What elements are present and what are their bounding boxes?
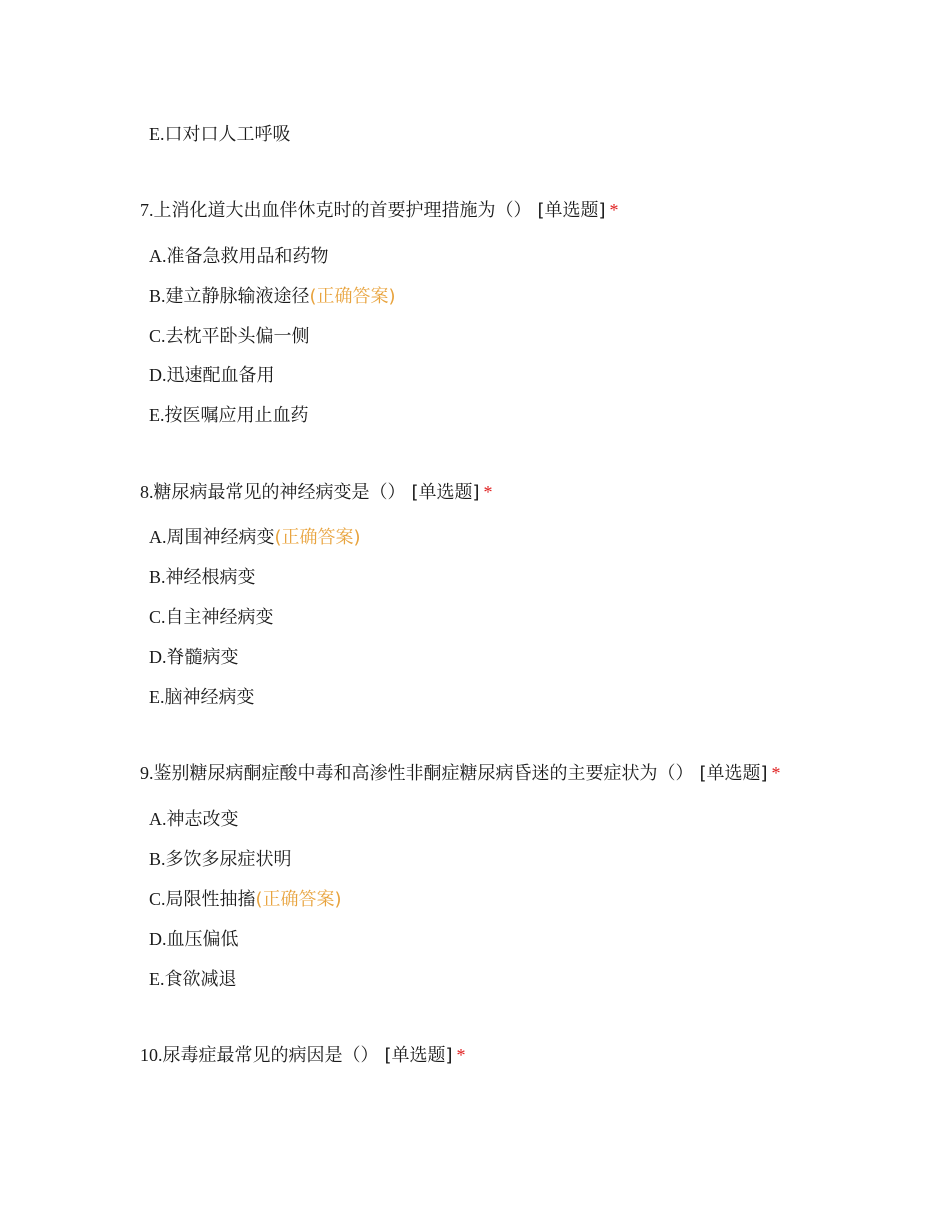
option-letter: E. — [149, 969, 165, 989]
option-text: 神经根病变 — [165, 567, 256, 588]
question-type: [单选题] — [411, 482, 480, 503]
question-stem: 糖尿病最常见的神经病变是（） — [153, 482, 406, 503]
correct-answer-tag: (正确答案) — [274, 527, 361, 548]
option-letter: B. — [149, 286, 166, 306]
option-text: 多饮多尿症状明 — [165, 849, 292, 870]
question-title — [140, 480, 493, 505]
option-text: 局限性抽搐 — [165, 889, 256, 910]
option-text: 周围神经病变 — [166, 527, 275, 548]
option-letter: A. — [149, 527, 167, 547]
question-title — [140, 1043, 466, 1068]
option-text: 建立静脉输液途径 — [165, 286, 310, 307]
option-item — [149, 645, 239, 670]
option-item — [149, 122, 291, 147]
question-number: 7. — [140, 200, 154, 220]
question-type: [单选题] — [699, 763, 768, 784]
required-mark: * — [456, 1045, 466, 1065]
option-letter: E. — [149, 687, 165, 707]
option-item — [149, 525, 361, 550]
option-item — [149, 244, 329, 269]
option-letter: B. — [149, 849, 166, 869]
option-item — [149, 324, 310, 349]
option-text: 血压偏低 — [166, 929, 239, 950]
option-text: 去枕平卧头偏一侧 — [165, 326, 310, 347]
option-item — [149, 887, 342, 912]
option-item — [149, 967, 237, 992]
required-mark: * — [771, 763, 781, 783]
question-number: 10. — [140, 1045, 163, 1065]
question-title — [140, 198, 619, 223]
option-item — [149, 685, 255, 710]
option-text: 神志改变 — [166, 809, 239, 830]
option-item — [149, 403, 309, 428]
option-letter: C. — [149, 889, 166, 909]
option-letter: D. — [149, 365, 167, 385]
question-stem: 鉴别糖尿病酮症酸中毒和高渗性非酮症糖尿病昏迷的主要症状为（） — [153, 763, 694, 784]
option-letter: B. — [149, 567, 166, 587]
option-text: 脊髓病变 — [166, 647, 239, 668]
option-item — [149, 807, 239, 832]
option-text: 口对口人工呼吸 — [164, 124, 291, 145]
option-item — [149, 927, 239, 952]
question-stem: 尿毒症最常见的病因是（） — [162, 1045, 379, 1066]
option-letter: E. — [149, 124, 165, 144]
option-letter: A. — [149, 246, 167, 266]
option-text: 按医嘱应用止血药 — [164, 405, 309, 426]
option-letter: C. — [149, 326, 166, 346]
question-type: [单选题] — [384, 1045, 453, 1066]
option-letter: C. — [149, 607, 166, 627]
correct-answer-tag: (正确答案) — [309, 286, 396, 307]
option-item — [149, 605, 274, 630]
question-number: 9. — [140, 763, 154, 783]
option-text: 迅速配血备用 — [166, 365, 275, 386]
question-type: [单选题] — [537, 200, 606, 221]
option-item — [149, 565, 256, 590]
question-title — [140, 761, 781, 786]
option-text: 食欲减退 — [164, 969, 237, 990]
option-text: 脑神经病变 — [164, 687, 255, 708]
option-text: 准备急救用品和药物 — [166, 246, 329, 267]
option-letter: A. — [149, 809, 167, 829]
question-number: 8. — [140, 482, 154, 502]
option-text: 自主神经病变 — [165, 607, 274, 628]
required-mark: * — [483, 482, 493, 502]
option-item — [149, 363, 275, 388]
correct-answer-tag: (正确答案) — [255, 889, 342, 910]
question-stem: 上消化道大出血伴休克时的首要护理措施为（） — [153, 200, 532, 221]
option-item — [149, 847, 292, 872]
option-item — [149, 284, 396, 309]
option-letter: D. — [149, 929, 167, 949]
option-letter: E. — [149, 405, 165, 425]
required-mark: * — [609, 200, 619, 220]
option-letter: D. — [149, 647, 167, 667]
